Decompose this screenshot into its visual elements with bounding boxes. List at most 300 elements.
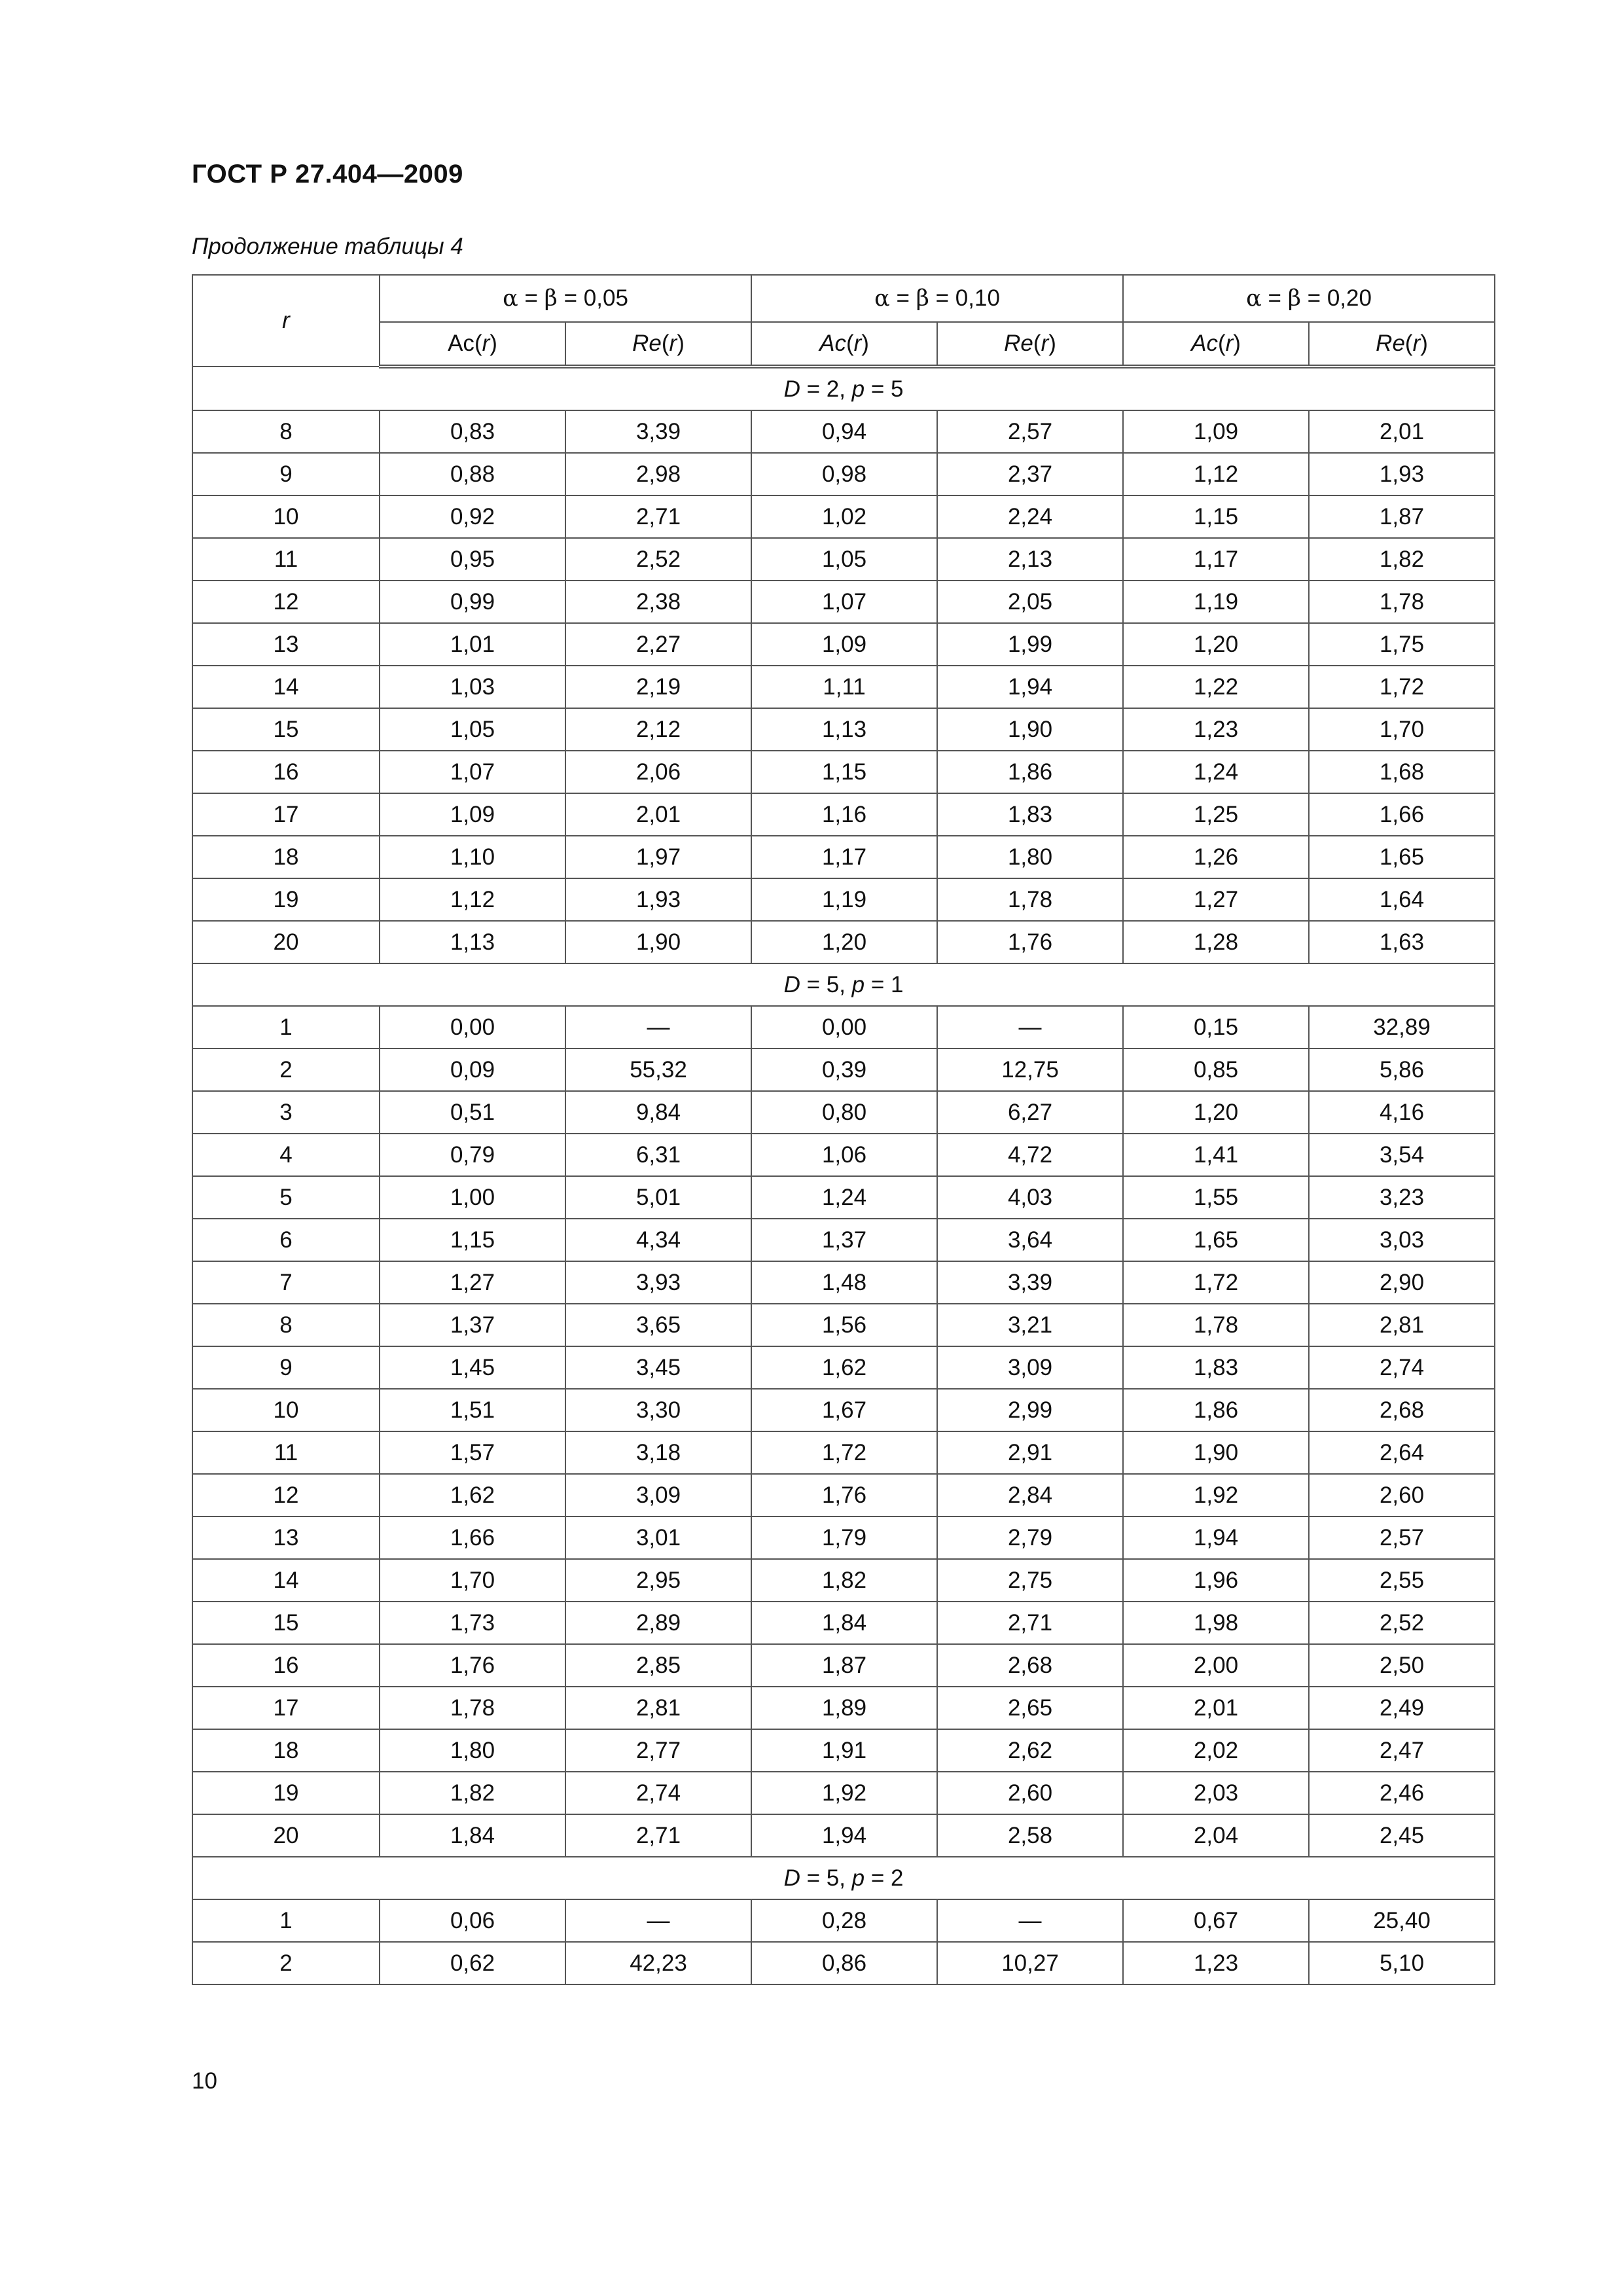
- cell-r: 10: [192, 1389, 380, 1431]
- cell-ac-010: 1,48: [751, 1261, 937, 1304]
- cell-re-020: 1,93: [1309, 453, 1495, 495]
- section-header-row: [192, 1857, 1495, 1899]
- cell-ac-010: 1,37: [751, 1219, 937, 1261]
- cell-re-010: 1,99: [937, 623, 1123, 666]
- cell-re-010: 3,64: [937, 1219, 1123, 1261]
- re-arg: r: [669, 331, 677, 356]
- cell-re-020: 2,74: [1309, 1346, 1495, 1389]
- table-row: [192, 1602, 1495, 1644]
- table-row: [192, 836, 1495, 878]
- cell-ac-010: 1,20: [751, 921, 937, 963]
- cell-ac-005: 1,09: [380, 793, 565, 836]
- section-d-value: = 5,: [800, 1865, 852, 1891]
- cell-ac-005: 0,79: [380, 1134, 565, 1176]
- cell-re-010: 1,86: [937, 751, 1123, 793]
- cell-ac-005: 1,78: [380, 1687, 565, 1729]
- table-row: [192, 921, 1495, 963]
- cell-ac-020: 2,01: [1123, 1687, 1309, 1729]
- table-row: [192, 1729, 1495, 1772]
- cell-re-020: 2,01: [1309, 410, 1495, 453]
- section-p-symbol: p: [851, 971, 865, 997]
- alpha-symbol: α: [874, 285, 890, 312]
- cell-ac-005: 1,66: [380, 1516, 565, 1559]
- cell-re-020: 1,78: [1309, 581, 1495, 623]
- section-d-symbol: D: [783, 1865, 800, 1891]
- cell-ac-005: 1,51: [380, 1389, 565, 1431]
- section-p-symbol: p: [851, 1865, 865, 1891]
- section-header-row: [192, 367, 1495, 410]
- table-row: [192, 1516, 1495, 1559]
- cell-re-010: 6,27: [937, 1091, 1123, 1134]
- cell-re-005: 3,65: [565, 1304, 751, 1346]
- cell-ac-020: 2,02: [1123, 1729, 1309, 1772]
- cell-r: 2: [192, 1049, 380, 1091]
- cell-ac-020: 1,96: [1123, 1559, 1309, 1602]
- cell-re-005: 9,84: [565, 1091, 751, 1134]
- cell-ac-005: 0,95: [380, 538, 565, 581]
- section-p-value: = 2: [865, 1865, 904, 1891]
- cell-ac-010: 1,72: [751, 1431, 937, 1474]
- cell-ac-020: 1,72: [1123, 1261, 1309, 1304]
- cell-ac-020: 1,83: [1123, 1346, 1309, 1389]
- cell-re-020: 3,23: [1309, 1176, 1495, 1219]
- ac-prefix: Ac: [819, 331, 846, 356]
- cell-re-005: 2,98: [565, 453, 751, 495]
- cell-ac-010: 1,13: [751, 708, 937, 751]
- cell-re-005: —: [565, 1006, 751, 1049]
- cell-r: 12: [192, 1474, 380, 1516]
- cell-re-010: 2,75: [937, 1559, 1123, 1602]
- header-re-3: Re(r): [1309, 322, 1495, 367]
- section-d-symbol: D: [783, 971, 800, 997]
- cell-ac-020: 1,92: [1123, 1474, 1309, 1516]
- cell-ac-005: 1,00: [380, 1176, 565, 1219]
- table-row: [192, 751, 1495, 793]
- table-row: [192, 623, 1495, 666]
- cell-ac-010: 1,02: [751, 495, 937, 538]
- cell-re-020: 1,82: [1309, 538, 1495, 581]
- cell-re-010: 1,78: [937, 878, 1123, 921]
- cell-ac-020: 2,00: [1123, 1644, 1309, 1687]
- cell-re-005: 2,89: [565, 1602, 751, 1644]
- table-header: [192, 275, 1495, 367]
- cell-re-020: 2,47: [1309, 1729, 1495, 1772]
- ac-arg: r: [482, 331, 490, 356]
- cell-re-020: 25,40: [1309, 1899, 1495, 1942]
- section-d-value: = 2,: [800, 376, 852, 402]
- cell-ac-005: 1,73: [380, 1602, 565, 1644]
- table-row: [192, 1219, 1495, 1261]
- cell-re-005: 1,93: [565, 878, 751, 921]
- cell-re-005: 5,01: [565, 1176, 751, 1219]
- cell-re-010: 10,27: [937, 1942, 1123, 1984]
- cell-r: 1: [192, 1006, 380, 1049]
- cell-re-010: 2,79: [937, 1516, 1123, 1559]
- cell-re-020: 1,87: [1309, 495, 1495, 538]
- cell-re-020: 2,50: [1309, 1644, 1495, 1687]
- cell-re-010: —: [937, 1899, 1123, 1942]
- cell-ac-020: 2,03: [1123, 1772, 1309, 1814]
- cell-ac-005: 0,62: [380, 1942, 565, 1984]
- cell-ac-005: 1,45: [380, 1346, 565, 1389]
- cell-ac-005: 1,76: [380, 1644, 565, 1687]
- cell-r: 16: [192, 751, 380, 793]
- cell-ac-010: 0,00: [751, 1006, 937, 1049]
- cell-re-005: 2,52: [565, 538, 751, 581]
- cell-r: 18: [192, 1729, 380, 1772]
- cell-ac-020: 1,78: [1123, 1304, 1309, 1346]
- cell-re-005: 3,39: [565, 410, 751, 453]
- cell-ac-010: 1,89: [751, 1687, 937, 1729]
- table-row: [192, 1899, 1495, 1942]
- cell-re-010: 2,60: [937, 1772, 1123, 1814]
- cell-ac-010: 1,79: [751, 1516, 937, 1559]
- cell-re-010: 2,37: [937, 453, 1123, 495]
- cell-ac-020: 1,94: [1123, 1516, 1309, 1559]
- cell-r: 6: [192, 1219, 380, 1261]
- header-row-columns: [192, 322, 1495, 367]
- table-row: [192, 538, 1495, 581]
- section-label: [192, 367, 1495, 410]
- section-d-value: = 5,: [800, 971, 852, 997]
- cell-r: 10: [192, 495, 380, 538]
- cell-ac-005: 1,57: [380, 1431, 565, 1474]
- beta-symbol: β: [544, 285, 558, 312]
- cell-r: 15: [192, 1602, 380, 1644]
- cell-ac-020: 1,12: [1123, 453, 1309, 495]
- cell-r: 3: [192, 1091, 380, 1134]
- cell-ac-005: 0,06: [380, 1899, 565, 1942]
- ac-prefix: Ac: [448, 331, 474, 356]
- header-group-1: [380, 275, 751, 322]
- cell-ac-005: 1,80: [380, 1729, 565, 1772]
- equals-sign: =: [1268, 285, 1281, 311]
- cell-r: 12: [192, 581, 380, 623]
- header-ac-2: Ac(r): [751, 322, 937, 367]
- cell-ac-005: 1,70: [380, 1559, 565, 1602]
- equals-sign: =: [896, 285, 910, 311]
- cell-ac-005: 1,15: [380, 1219, 565, 1261]
- table-row: [192, 1261, 1495, 1304]
- cell-re-020: 2,60: [1309, 1474, 1495, 1516]
- table-row: [192, 878, 1495, 921]
- table-row: [192, 1091, 1495, 1134]
- header-row-groups: [192, 275, 1495, 322]
- cell-r: 5: [192, 1176, 380, 1219]
- cell-r: 11: [192, 538, 380, 581]
- cell-re-020: 2,49: [1309, 1687, 1495, 1729]
- cell-re-020: 3,03: [1309, 1219, 1495, 1261]
- cell-re-020: 4,16: [1309, 1091, 1495, 1134]
- data-table: [192, 274, 1495, 1985]
- table-body: [192, 367, 1495, 1984]
- document-title: ГОСТ Р 27.404—2009: [192, 160, 463, 188]
- cell-r: 13: [192, 1516, 380, 1559]
- table-row: [192, 1304, 1495, 1346]
- cell-re-020: 1,68: [1309, 751, 1495, 793]
- cell-ac-020: 1,25: [1123, 793, 1309, 836]
- cell-re-005: 6,31: [565, 1134, 751, 1176]
- cell-ac-010: 1,09: [751, 623, 937, 666]
- cell-re-020: 2,46: [1309, 1772, 1495, 1814]
- cell-ac-010: 0,39: [751, 1049, 937, 1091]
- cell-re-010: 2,05: [937, 581, 1123, 623]
- cell-r: 20: [192, 921, 380, 963]
- cell-ac-010: 1,92: [751, 1772, 937, 1814]
- cell-ac-010: 1,11: [751, 666, 937, 708]
- header-re-2: Re(r): [937, 322, 1123, 367]
- cell-r: 18: [192, 836, 380, 878]
- cell-ac-020: 1,17: [1123, 538, 1309, 581]
- cell-re-020: 5,10: [1309, 1942, 1495, 1984]
- cell-re-005: 2,01: [565, 793, 751, 836]
- cell-re-005: 2,74: [565, 1772, 751, 1814]
- equals-sign: =: [524, 285, 538, 311]
- cell-re-010: 2,62: [937, 1729, 1123, 1772]
- section-label: [192, 1857, 1495, 1899]
- cell-re-020: 1,64: [1309, 878, 1495, 921]
- table-row: [192, 410, 1495, 453]
- cell-ac-020: 1,65: [1123, 1219, 1309, 1261]
- cell-re-020: 2,81: [1309, 1304, 1495, 1346]
- cell-re-010: —: [937, 1006, 1123, 1049]
- section-p-symbol: p: [851, 376, 865, 402]
- re-arg: r: [1412, 331, 1421, 356]
- cell-ac-005: 1,13: [380, 921, 565, 963]
- cell-re-005: 2,19: [565, 666, 751, 708]
- cell-re-005: 2,77: [565, 1729, 751, 1772]
- cell-ac-020: 1,20: [1123, 623, 1309, 666]
- ac-arg: r: [1225, 331, 1234, 356]
- cell-r: 17: [192, 1687, 380, 1729]
- cell-r: 1: [192, 1899, 380, 1942]
- cell-ac-005: 1,84: [380, 1814, 565, 1857]
- cell-r: 2: [192, 1942, 380, 1984]
- cell-re-020: 1,63: [1309, 921, 1495, 963]
- cell-re-010: 2,71: [937, 1602, 1123, 1644]
- cell-r: 16: [192, 1644, 380, 1687]
- cell-re-020: 2,90: [1309, 1261, 1495, 1304]
- cell-ac-020: 1,22: [1123, 666, 1309, 708]
- cell-r: 20: [192, 1814, 380, 1857]
- cell-re-005: 2,71: [565, 495, 751, 538]
- cell-ac-005: 1,01: [380, 623, 565, 666]
- cell-re-020: 32,89: [1309, 1006, 1495, 1049]
- cell-re-010: 3,39: [937, 1261, 1123, 1304]
- cell-ac-010: 1,84: [751, 1602, 937, 1644]
- group-value: = 0,05: [563, 285, 628, 311]
- table-caption: Продолжение таблицы 4: [192, 234, 463, 259]
- group-value: = 0,20: [1307, 285, 1372, 311]
- cell-ac-020: 2,04: [1123, 1814, 1309, 1857]
- cell-re-005: 42,23: [565, 1942, 751, 1984]
- cell-re-020: 2,55: [1309, 1559, 1495, 1602]
- re-prefix: Re: [632, 331, 662, 356]
- table-row: [192, 1049, 1495, 1091]
- re-arg: r: [1041, 331, 1049, 356]
- cell-ac-020: 1,28: [1123, 921, 1309, 963]
- cell-ac-020: 1,90: [1123, 1431, 1309, 1474]
- cell-ac-020: 1,20: [1123, 1091, 1309, 1134]
- cell-ac-005: 1,62: [380, 1474, 565, 1516]
- header-re-1: Re(r): [565, 322, 751, 367]
- cell-ac-005: 0,88: [380, 453, 565, 495]
- cell-ac-005: 0,09: [380, 1049, 565, 1091]
- table-row: [192, 1942, 1495, 1984]
- cell-ac-005: 1,05: [380, 708, 565, 751]
- header-group-3: [1123, 275, 1495, 322]
- cell-re-010: 1,83: [937, 793, 1123, 836]
- cell-re-005: 3,18: [565, 1431, 751, 1474]
- cell-r: 7: [192, 1261, 380, 1304]
- cell-r: 19: [192, 1772, 380, 1814]
- table-row: [192, 1431, 1495, 1474]
- cell-r: 19: [192, 878, 380, 921]
- cell-re-020: 1,75: [1309, 623, 1495, 666]
- cell-ac-020: 0,67: [1123, 1899, 1309, 1942]
- cell-ac-005: 0,51: [380, 1091, 565, 1134]
- cell-r: 14: [192, 1559, 380, 1602]
- cell-ac-020: 1,26: [1123, 836, 1309, 878]
- cell-re-010: 4,03: [937, 1176, 1123, 1219]
- header-group-2: [751, 275, 1123, 322]
- alpha-symbol: α: [1246, 285, 1262, 312]
- cell-ac-005: 0,99: [380, 581, 565, 623]
- cell-re-020: 1,72: [1309, 666, 1495, 708]
- cell-re-005: —: [565, 1899, 751, 1942]
- cell-ac-020: 1,27: [1123, 878, 1309, 921]
- cell-re-005: 55,32: [565, 1049, 751, 1091]
- header-r: r: [192, 275, 380, 367]
- cell-ac-005: 0,83: [380, 410, 565, 453]
- alpha-symbol: α: [503, 285, 518, 312]
- cell-ac-010: 1,62: [751, 1346, 937, 1389]
- cell-ac-005: 1,37: [380, 1304, 565, 1346]
- page-number: 10: [192, 2068, 217, 2094]
- cell-ac-010: 1,87: [751, 1644, 937, 1687]
- cell-ac-020: 1,98: [1123, 1602, 1309, 1644]
- cell-re-020: 2,52: [1309, 1602, 1495, 1644]
- cell-ac-010: 1,17: [751, 836, 937, 878]
- table-row: [192, 793, 1495, 836]
- cell-ac-020: 1,09: [1123, 410, 1309, 453]
- cell-r: 14: [192, 666, 380, 708]
- cell-re-010: 2,68: [937, 1644, 1123, 1687]
- cell-re-010: 2,84: [937, 1474, 1123, 1516]
- cell-ac-020: 1,23: [1123, 708, 1309, 751]
- cell-re-005: 2,38: [565, 581, 751, 623]
- cell-re-010: 1,94: [937, 666, 1123, 708]
- cell-re-005: 1,97: [565, 836, 751, 878]
- cell-ac-010: 1,07: [751, 581, 937, 623]
- re-prefix: Re: [1004, 331, 1033, 356]
- cell-r: 15: [192, 708, 380, 751]
- cell-re-010: 2,58: [937, 1814, 1123, 1857]
- cell-ac-005: 1,07: [380, 751, 565, 793]
- table-row: [192, 495, 1495, 538]
- cell-ac-005: 1,10: [380, 836, 565, 878]
- cell-ac-010: 0,28: [751, 1899, 937, 1942]
- table-row: [192, 1176, 1495, 1219]
- cell-ac-010: 1,24: [751, 1176, 937, 1219]
- cell-re-020: 3,54: [1309, 1134, 1495, 1176]
- cell-re-005: 2,85: [565, 1644, 751, 1687]
- cell-re-020: 2,57: [1309, 1516, 1495, 1559]
- cell-re-010: 2,99: [937, 1389, 1123, 1431]
- ac-prefix: Ac: [1191, 331, 1218, 356]
- header-ac-1: Ac(r): [380, 322, 565, 367]
- cell-r: 9: [192, 1346, 380, 1389]
- cell-re-005: 4,34: [565, 1219, 751, 1261]
- table-row: [192, 708, 1495, 751]
- table-row: [192, 1006, 1495, 1049]
- cell-ac-010: 1,16: [751, 793, 937, 836]
- table-row: [192, 581, 1495, 623]
- cell-re-010: 2,65: [937, 1687, 1123, 1729]
- cell-ac-010: 1,19: [751, 878, 937, 921]
- cell-ac-020: 1,15: [1123, 495, 1309, 538]
- cell-r: 8: [192, 1304, 380, 1346]
- cell-re-010: 3,09: [937, 1346, 1123, 1389]
- cell-re-005: 3,45: [565, 1346, 751, 1389]
- cell-re-020: 5,86: [1309, 1049, 1495, 1091]
- cell-ac-010: 1,76: [751, 1474, 937, 1516]
- cell-re-010: 1,80: [937, 836, 1123, 878]
- cell-ac-010: 1,15: [751, 751, 937, 793]
- cell-re-010: 4,72: [937, 1134, 1123, 1176]
- table-row: [192, 453, 1495, 495]
- table-row: [192, 1474, 1495, 1516]
- cell-ac-005: 0,00: [380, 1006, 565, 1049]
- cell-ac-010: 1,56: [751, 1304, 937, 1346]
- cell-ac-020: 1,41: [1123, 1134, 1309, 1176]
- cell-re-005: 2,71: [565, 1814, 751, 1857]
- cell-ac-010: 1,94: [751, 1814, 937, 1857]
- cell-re-005: 3,09: [565, 1474, 751, 1516]
- cell-ac-005: 1,82: [380, 1772, 565, 1814]
- section-p-value: = 1: [865, 971, 904, 997]
- table-row: [192, 1644, 1495, 1687]
- group-value: = 0,10: [935, 285, 1000, 311]
- cell-ac-010: 1,05: [751, 538, 937, 581]
- table-row: [192, 1772, 1495, 1814]
- table-row: [192, 1134, 1495, 1176]
- cell-re-005: 2,27: [565, 623, 751, 666]
- cell-re-005: 2,12: [565, 708, 751, 751]
- cell-ac-010: 1,82: [751, 1559, 937, 1602]
- cell-ac-005: 1,27: [380, 1261, 565, 1304]
- cell-ac-010: 0,94: [751, 410, 937, 453]
- cell-ac-010: 0,86: [751, 1942, 937, 1984]
- cell-ac-020: 1,19: [1123, 581, 1309, 623]
- cell-r: 9: [192, 453, 380, 495]
- cell-re-010: 1,76: [937, 921, 1123, 963]
- section-label: [192, 963, 1495, 1006]
- cell-re-005: 3,30: [565, 1389, 751, 1431]
- beta-symbol: β: [1287, 285, 1301, 312]
- beta-symbol: β: [916, 285, 929, 312]
- cell-re-020: 1,65: [1309, 836, 1495, 878]
- table-row: [192, 1559, 1495, 1602]
- table-row: [192, 1687, 1495, 1729]
- cell-r: 11: [192, 1431, 380, 1474]
- cell-re-005: 2,81: [565, 1687, 751, 1729]
- cell-ac-020: 0,85: [1123, 1049, 1309, 1091]
- cell-re-020: 1,66: [1309, 793, 1495, 836]
- ac-arg: r: [853, 331, 862, 356]
- cell-re-010: 2,91: [937, 1431, 1123, 1474]
- cell-r: 8: [192, 410, 380, 453]
